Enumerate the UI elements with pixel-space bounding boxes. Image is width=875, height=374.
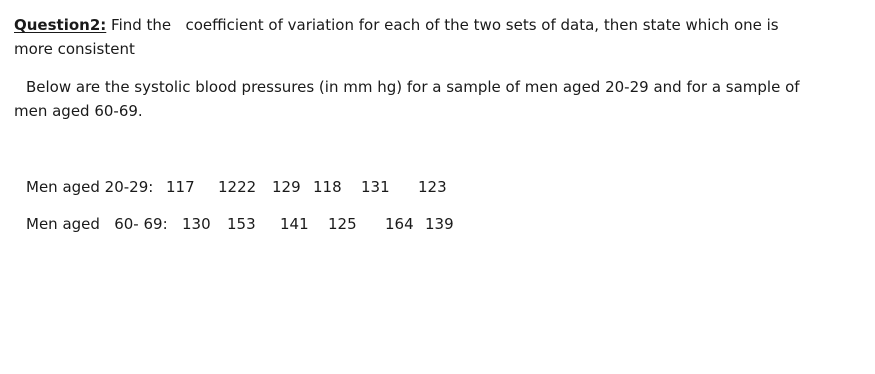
row-value: 117 <box>166 178 195 196</box>
question-label: Question2: <box>14 16 107 34</box>
row-value: 141 <box>280 215 309 233</box>
row-value: 153 <box>227 215 256 233</box>
data-row-men-20-29 <box>0 177 875 197</box>
row-label: Men aged 60- 69: <box>26 215 168 233</box>
row-value: 118 <box>313 178 342 196</box>
row-value: 130 <box>182 215 211 233</box>
description-line-2: men aged 60-69. <box>14 102 143 120</box>
question-line-1 <box>14 15 779 35</box>
description-line-1: Below are the systolic blood pressures (in mm hg) for a sample of men aged 20-29 and for a sample of <box>26 78 800 96</box>
row-value: 129 <box>272 178 301 196</box>
row-value: 131 <box>361 178 390 196</box>
row-value: 164 <box>385 215 414 233</box>
row-value: 139 <box>425 215 454 233</box>
row-value: 1222 <box>218 178 257 196</box>
row-value: 123 <box>418 178 447 196</box>
row-label: Men aged 20-29: <box>26 178 154 196</box>
question-line-2: more consistent <box>14 40 135 58</box>
row-value: 125 <box>328 215 357 233</box>
data-row-men-60-69 <box>0 214 875 234</box>
question-text: Find the coefficient of variation for each of the two sets of data, then state which one is <box>106 16 779 34</box>
